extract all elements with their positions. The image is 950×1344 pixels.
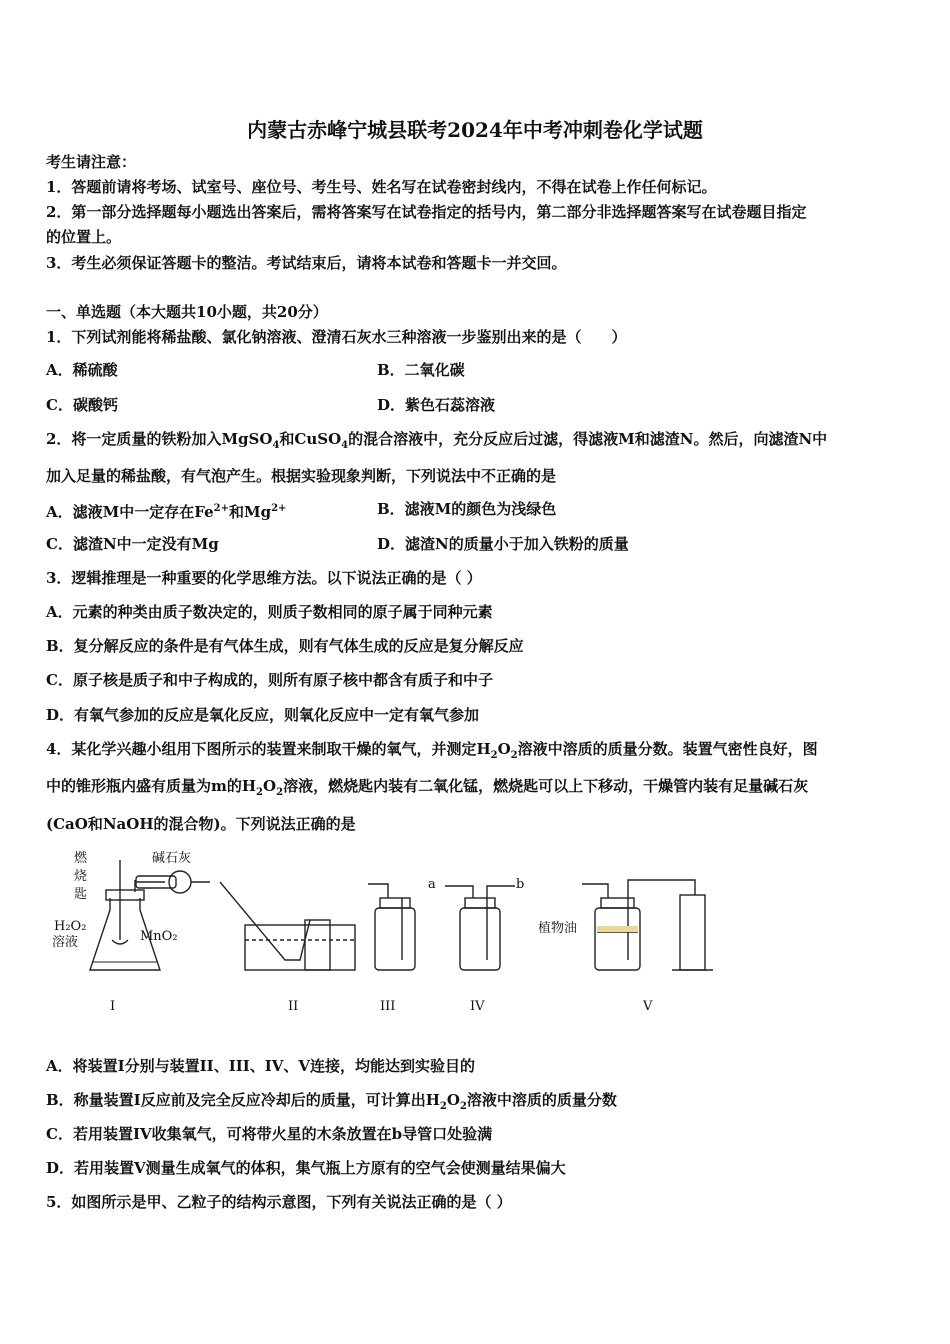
label-b: b [516, 877, 525, 892]
q4-stem-line1: 4．某化学兴趣小组用下图所示的装置来制取干燥的氧气，并测定$H_2O_2$溶液中溶质的质量分数。装置气密性良好，图 [46, 740, 818, 761]
delivery-tube [220, 882, 310, 960]
q3-option-d: D．有氧气参加的反应是氧化反应，则氧化反应中一定有氧气参加 [46, 706, 480, 724]
q4-stem-line3: (CaO和NaOH的混合物)。下列说法正确的是 [46, 815, 356, 833]
label-oil: 植物油 [538, 921, 578, 936]
bottle-v [595, 908, 640, 970]
q2-stem-line1: 2．将一定质量的铁粉加入MgSO$_4$和CuSO$_4$的混合溶液中，充分反应后过滤，得滤液M和滤渣N。然后，向滤渣N中 [46, 430, 828, 451]
section-heading: 一、单选题（本大题共10小题，共20分） [46, 303, 328, 321]
q1-option-c: C．碳酸钙 [46, 396, 118, 414]
q4-option-b: B．称量装置I反应前及完全反应冷却后的质量，可计算出$H_2O_2$溶液中溶质的质量分数 [46, 1091, 617, 1112]
q2-stem-line2: 加入足量的稀盐酸，有气泡产生。根据实验现象判断，下列说法中不正确的是 [46, 467, 557, 485]
q4-stem-line2: 中的锥形瓶内盛有质量为m的$H_2O_2$溶液，燃烧匙内装有二氧化锰，燃烧匙可以上下移动，干燥管内装有足量碱石灰 [46, 777, 809, 798]
apparatus-figure [40, 840, 730, 1020]
notice-item-1: 1．答题前请将考场、试室号、座位号、考生号、姓名写在试卷密封线内，不得在试卷上作任何标记。 [46, 178, 717, 196]
q4-option-c: C．若用装置IV收集氧气，可将带火星的木条放置在b导管口处验满 [46, 1125, 493, 1143]
q2-option-b: B．滤液M的颜色为浅绿色 [377, 500, 557, 518]
measuring-cylinder [680, 895, 705, 970]
q1-stem: 1．下列试剂能将稀盐酸、氯化钠溶液、澄清石灰水三种溶液一步鉴别出来的是（ ） [46, 328, 627, 346]
notice-heading: 考生请注意： [46, 153, 137, 171]
label-spoon-2: 烧 [74, 869, 88, 884]
q3-option-b: B．复分解反应的条件是有气体生成，则有气体生成的反应是复分解反应 [46, 637, 524, 655]
label-a: a [428, 877, 436, 892]
label-mno2: MnO₂ [140, 929, 178, 944]
label-device-i: I [110, 999, 116, 1014]
q4-option-a: A．将装置I分别与装置II、III、IV、V连接，均能达到实验目的 [46, 1057, 476, 1075]
label-h2o2-1: H₂O₂ [54, 919, 87, 934]
label-device-v: V [643, 999, 653, 1014]
q2-option-d: D．滤渣N的质量小于加入铁粉的质量 [377, 535, 629, 553]
label-device-iv: IV [470, 999, 485, 1014]
oil-layer [597, 926, 638, 932]
notice-item-2: 2．第一部分选择题每小题选出答案后，需将答案写在试卷指定的括号内，第二部分非选择题答案写在试卷题目指定 [46, 203, 807, 221]
q2-option-a: A．滤液M中一定存在$Fe^{2+}$和$Mg^{2+}$ [46, 503, 287, 521]
q2-option-c: C．滤渣N中一定没有Mg [46, 535, 219, 553]
label-device-iii: III [380, 999, 396, 1014]
q4-option-d: D．若用装置V测量生成氧气的体积，集气瓶上方原有的空气会使测量结果偏大 [46, 1159, 566, 1177]
label-spoon-3: 匙 [74, 887, 88, 902]
page-title: 内蒙古赤峰宁城县联考2024年中考冲刺卷化学试题 [247, 118, 703, 142]
q3-stem: 3．逻辑推理是一种重要的化学思维方法。以下说法正确的是（ ） [46, 569, 482, 587]
q3-option-c: C．原子核是质子和中子构成的，则所有原子核中都含有质子和中子 [46, 671, 493, 689]
notice-item-3: 3．考生必须保证答题卡的整洁。考试结束后，请将本试卷和答题卡一并交回。 [46, 254, 567, 272]
label-soda-lime: 碱石灰 [152, 851, 192, 866]
notice-item-2-cont: 的位置上。 [46, 228, 122, 246]
q1-option-b: B．二氧化碳 [377, 361, 465, 379]
label-h2o2-2: 溶液 [52, 935, 79, 950]
label-spoon-1: 燃 [74, 851, 88, 866]
q5-stem: 5．如图所示是甲、乙粒子的结构示意图，下列有关说法正确的是（ ） [46, 1193, 512, 1211]
bottle-iii [375, 908, 415, 970]
drying-tube-bulb [169, 871, 191, 893]
q1-option-d: D．紫色石蕊溶液 [377, 396, 496, 414]
q3-option-a: A．元素的种类由质子数决定的，则质子数相同的原子属于同种元素 [46, 603, 493, 621]
label-device-ii: II [288, 999, 299, 1014]
flask-stopper [106, 890, 144, 900]
bottle-iv [460, 908, 500, 970]
q1-option-a: A．稀硫酸 [46, 361, 118, 379]
